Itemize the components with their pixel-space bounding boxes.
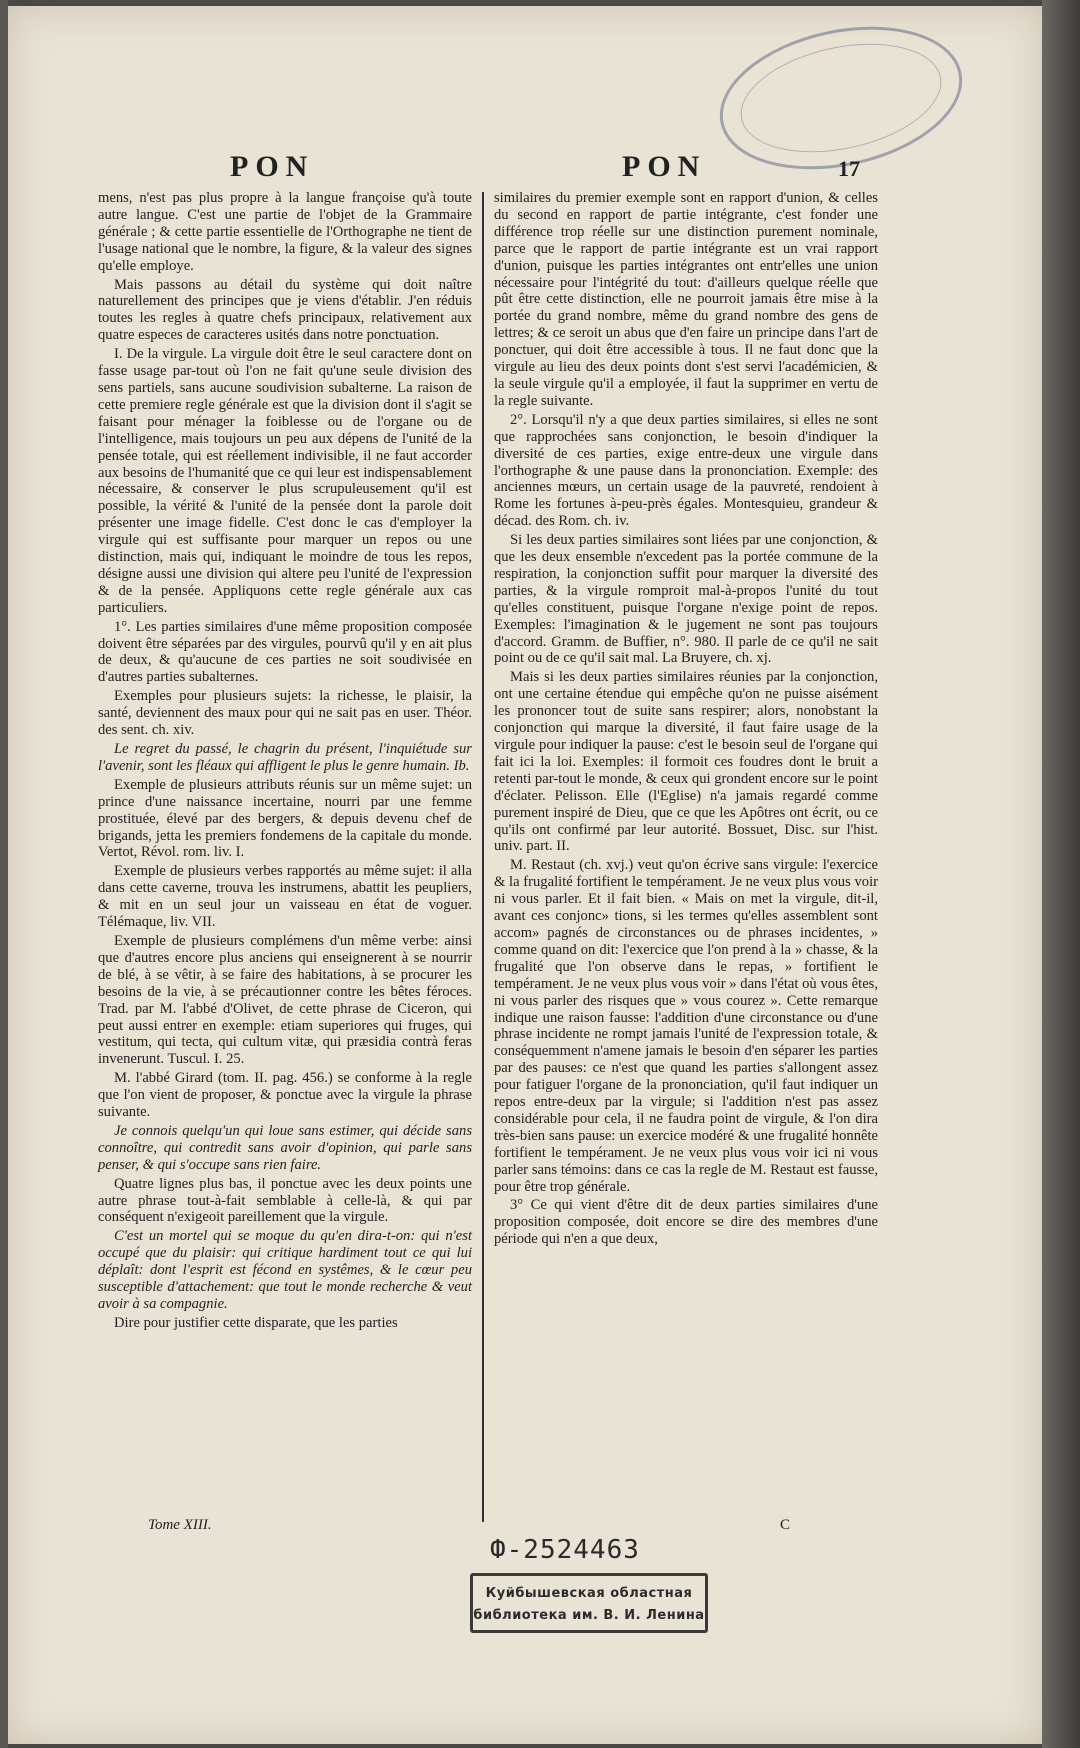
running-head-right: PON	[622, 150, 707, 183]
page-right-edge	[1042, 0, 1080, 1748]
signature-mark: C	[780, 1517, 791, 1533]
left-text-column	[98, 190, 472, 1334]
paragraph: M. Restaut (ch. xvj.) veut qu'on écrive sans virgule: l'exercice & la frugalité fortifient le tempérament. Je ne veux plus vous voir ni vous parler. Et il fait bien. « Mais on met la virgule, dit-il, avant ces conjonc» tions, si les termes qu'elles assemblent sont accom» pagnés de circonstances ou de phrases incidentes, » comme quand on dit: l'exercice que l'on prend à la » chasse, & la frugalité que l'on observe dans le repas, » fortifient le tempérament. Je ne veux plus vous voir » dans l'état où vous êtes, ni vous parler des risques que » vous courez ». Cette remarque indique une raison fausse: l'addition d'une circonstance ou d'une phrase incidente ne rompt jamais l'unité de l'expression totale, & conséquemment n'amene jamais le besoin d'en séparer les parties par des pauses: ce n'est que quand les parties s'allongent assez pour fatiguer l'organe de la prononciation, qu'il faut indiquer un repos entre-deux par la virgule; si l'addition n'est pas assez considérable pour cela, il ne faudra point de virgule, & l'on dira très-bien sans pause: un exercice modéré & une frugalité honnête fortifient le tempérament. Je ne veux plus vous voir ici ni vous parler sans témoins: dans ce cas la regle de M. Restaut est fausse, pour être trop générale.	[494, 857, 878, 1195]
inventory-number: Ф-2524463	[490, 1535, 640, 1565]
paragraph: I. De la virgule. La virgule doit être le seul caractere dont on fasse usage par-tout où l'on ne fait qu'une seule division des sens partiels, sans aucune soudivision subalterne. La raison de cette premiere regle générale est que la division dont il s'agit se faisant pour ménager la foiblesse ou de l'organe ou de l'intelligence, mais toujours un peu aux dépens de l'unité de la pensée totale, qui est réellement indivisible, il ne faut accorder aux besoins de l'humanité que ce qui leur est indispensablement nécessaire, & conserver le plus scrupuleusement qu'il est possible, la vérité & l'unité de la pensée dont la parole doit présenter une image fidelle. C'est donc le cas d'employer la virgule qui est suffisante pour marquer un repos ou une distinction, mais qui, indiquant le moindre de tous les repos, désigne aussi une division qui altere peu l'unité de l'expression & de la pensée. Appliquons cette regle générale aux cas particuliers.	[98, 346, 472, 616]
paragraph: C'est un mortel qui se moque du qu'en dira-t-on: qui n'est occupé que du plaisir: qui critique hardiment tout ce qui lui déplaît: dont l'esprit est fécond en systêmes, & le cœur peu susceptible d'attachement: que tout le monde recherche & veut avoir à sa compagnie.	[98, 1228, 472, 1312]
paragraph: M. l'abbé Girard (tom. II. pag. 456.) se conforme à la regle que l'on vient de proposer, & ponctue avec la virgule la phrase suivante.	[98, 1070, 472, 1121]
library-rect-stamp	[470, 1573, 708, 1633]
paragraph: Si les deux parties similaires sont liées par une conjonction, & que les deux ensemble n'excedent pas la portée commune de la respiration, la conjonction suffit pour marquer la diversité des parties, & la virgule romproit mal-à-propos l'unité du tout qu'elles constituent, puisque l'organe n'exige point de repos. Exemples: l'imagination & le jugement ne sont pas toujours d'accord. Gramm. de Buffier, n°. 980. Il parle de ce qu'il ne sait point ou de ce qu'il sait mal. La Bruyere, ch. xj.	[494, 532, 878, 667]
paragraph: mens, n'est pas plus propre à la langue françoise qu'à toute autre langue. C'est une partie de l'objet de la Grammaire générale ; & cette partie essentielle de l'Orthographe ne tient de l'usage national que le nombre, la figure, & la valeur des signes qu'elle employe.	[98, 190, 472, 274]
right-text-column	[494, 190, 878, 1250]
paragraph: Exemple de plusieurs complémens d'un même verbe: ainsi que d'autres encore plus anciens qui enseignerent à se nourrir de blé, à se vêtir, à se faire des habitations, à se procurer les besoins de la vie, à se précautionner contre les bêtes féroces. Trad. par M. l'abbé d'Olivet, de cette phrase de Ciceron, qui peut aussi entrer en exemple: etiam superiores qui fruges, qui vestitum, qui tecta, qui cultum vitæ, qui præsidia contrà feras invenerunt. Tuscul. I. 25.	[98, 932, 472, 1068]
volume-label: Tome XIII.	[148, 1517, 212, 1533]
paragraph: Exemple de plusieurs attributs réunis sur un même sujet: un prince d'une naissance incertaine, nourri par une femme prostituée, élevé par des bergers, & depuis devenu chef de brigands, jetta les premiers fondemens de la capitale du monde. Vertot, Révol. rom. liv. I.	[98, 776, 472, 861]
column-divider	[482, 192, 484, 1522]
paragraph: Je connois quelqu'un qui loue sans estimer, qui décide sans connoître, qui contredit sans avoir d'opinion, qui parle sans penser, & qui s'occupe sans rien faire.	[98, 1122, 472, 1173]
paragraph: Quatre lignes plus bas, il ponctue avec les deux points une autre phrase tout-à-fait semblable à celle-là, & qui par conséquent n'exigeoit pareillement que la virgule.	[98, 1175, 472, 1226]
paragraph: similaires du premier exemple sont en rapport d'union, & celles du second en rapport de partie intégrante, c'est fonder une différence trop réelle sur une distinction purement nominale, parce que le rapport de partie intégrante est un vrai rapport d'union, puisque les parties intégrantes ont entr'elles une union nécessaire pour l'intégrité du tout: d'ailleurs quelque réelle que pût être cette distinction, elle ne pourroit jamais être mise à la portée du grand nombre, même du grand nombre des gens de lettres; & ce seroit un abus que d'en faire un principe dans l'art de ponctuer, qui doit être accessible à tous. Il ne faut donc que la virgule au lieu des deux points dont s'est servi l'académicien, & la seule virgule qu'il a employée, il faut la supprimer en vertu de la regle suivante.	[494, 190, 878, 409]
running-head-left: PON	[230, 150, 315, 183]
library-stamp-line2: библиотека им. В. И. Ленина	[473, 1608, 705, 1623]
page-left-edge	[0, 0, 8, 1748]
paragraph: 3° Ce qui vient d'être dit de deux parties similaires d'une proposition composée, doit encore se dire des membres d'une période qui n'en a que deux,	[494, 1197, 878, 1248]
paragraph: Mais passons au détail du système qui doit naître naturellement des principes que je viens d'établir. J'en réduis toutes les regles à quatre chefs principaux, relativement aux quatre especes de caracteres usités dans notre ponctuation.	[98, 276, 472, 344]
paragraph: Dire pour justifier cette disparate, que les parties	[114, 1314, 398, 1331]
paragraph: Exemples pour plusieurs sujets: la richesse, le plaisir, la santé, deviennent des maux pour qui ne sait pas en user. Théor. des sent. ch. xiv.	[98, 688, 472, 739]
paragraph: 1°. Les parties similaires d'une même proposition composée doivent être séparées par des virgules, pourvû qu'il y en ait plus de deux, & qu'aucune de ces parties ne soit soudivisée en d'autres parties subalternes.	[98, 618, 472, 686]
paragraph: Le regret du passé, le chagrin du présent, l'inquiétude sur l'avenir, sont les fléaux qui affligent le plus le genre humain. Ib.	[98, 741, 472, 774]
page-number: 17	[838, 156, 860, 181]
paragraph: Mais si les deux parties similaires réunies par la conjonction, ont une certaine étendue qui empêche qu'on ne puisse aisément les prononcer tout de suite sans respirer; alors, nonobstant la conjonction qui marque la diversité, il faut faire usage de la virgule pour indiquer la pause: c'est le besoin seul de l'organe qui fait ici la loi. Exemples: il formoit ces foudres dont le bruit a retenti par-tout le monde, & ceux qui grondent encore sur le point d'éclater. Pelisson. Elle (l'Eglise) n'a jamais regardé comme purement inspiré de Dieu, que ce que les Apôtres ont écrit, ou ce qu'ils ont confirmé par leur autorité. Bossuet, Disc. sur l'hist. univ. part. II.	[494, 669, 878, 855]
paragraph: 2°. Lorsqu'il n'y a que deux parties similaires, si elles ne sont que rapprochées sans conjonction, le besoin d'indiquer la diversité de ces parties, exige entre-deux une virgule dans l'orthographe & une pause dans la prononciation. Exemple: des anciennes mœurs, un certain usage de la pauvreté, rendoient à Rome les fortunes à-peu-près égales. Montesquieu, grandeur & décad. des Rom. ch. iv.	[494, 411, 878, 530]
library-stamp-line1: Куйбышевская областная	[485, 1586, 693, 1601]
paragraph: Exemple de plusieurs verbes rapportés au même sujet: il alla dans cette caverne, trouva les instrumens, abattit les peupliers, & mit en un seul jour un vaisseau en état de voguer. Télémaque, liv. VII.	[98, 863, 472, 931]
